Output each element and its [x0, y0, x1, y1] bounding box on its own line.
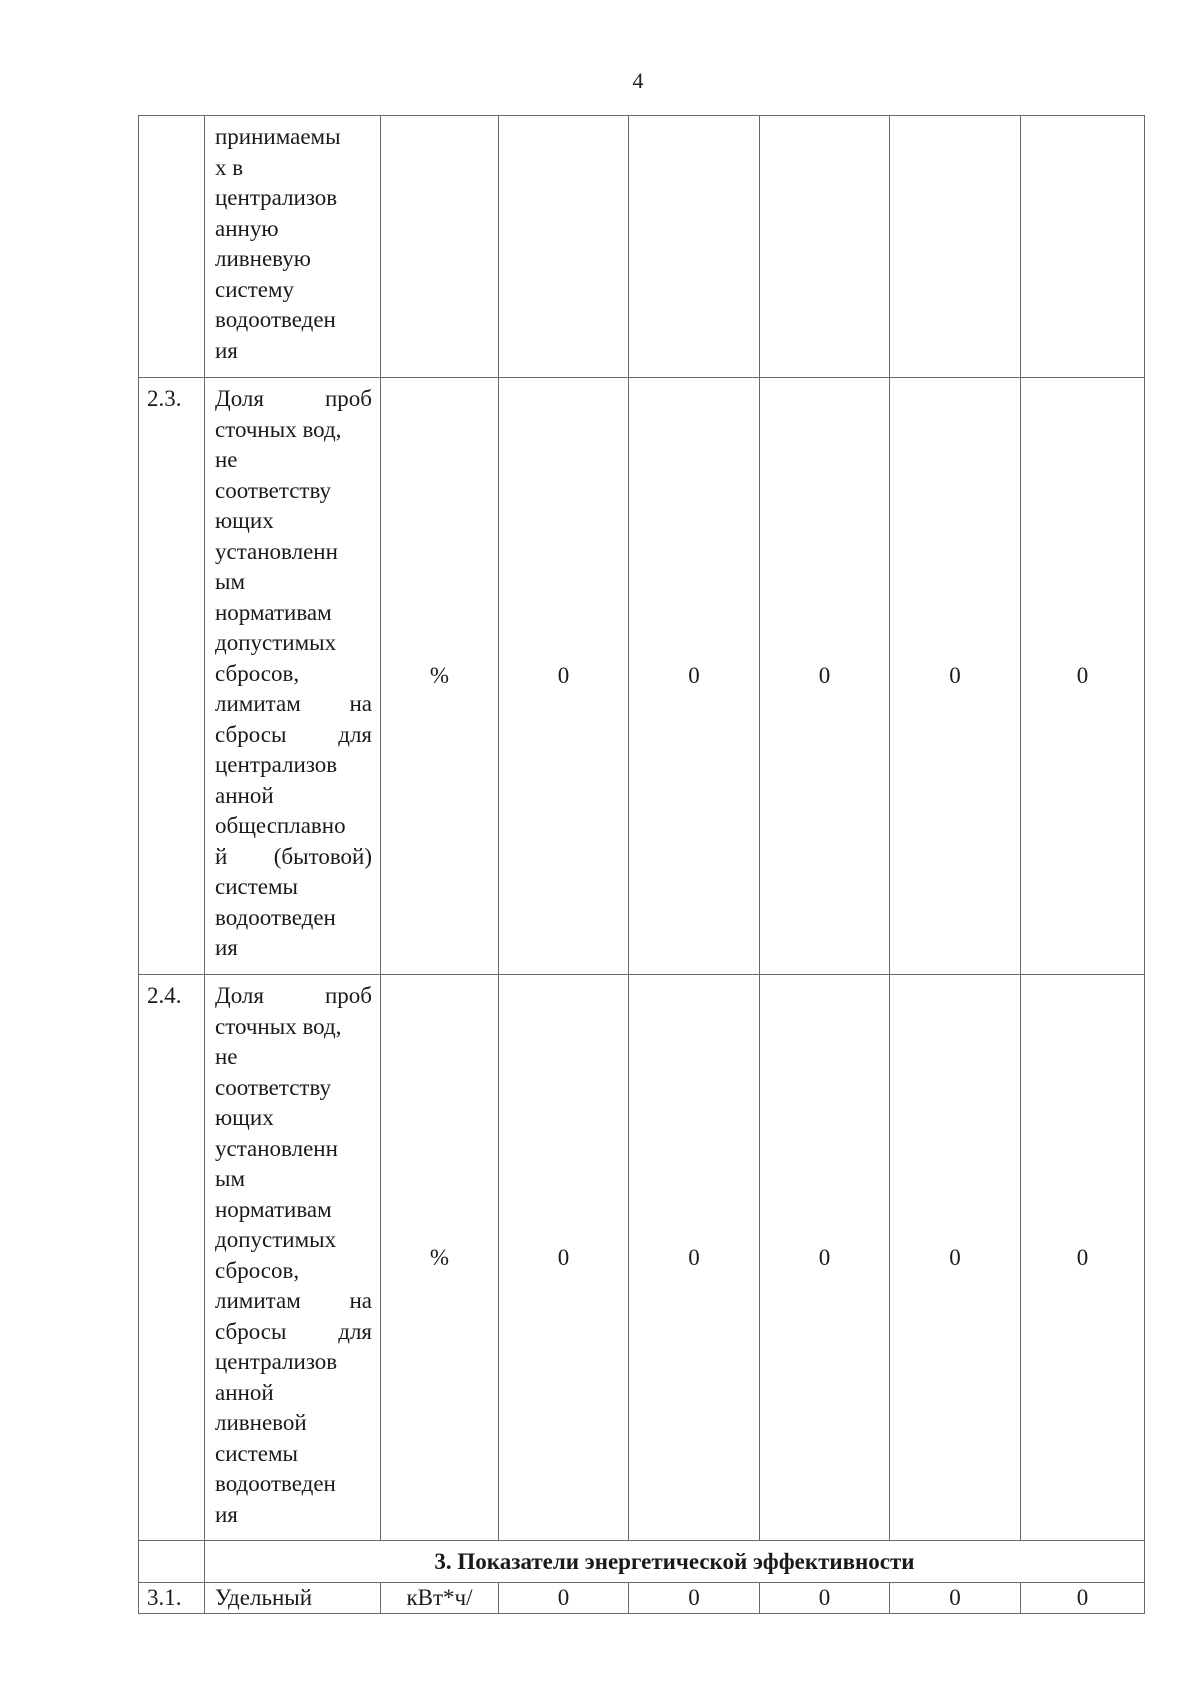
row-number-cell: 3.1. [139, 1583, 205, 1614]
table-row [139, 1583, 1145, 1614]
value-cell: 0 [1021, 975, 1145, 1541]
unit-cell: кВт*ч/ [381, 1583, 499, 1614]
value-cell: 0 [629, 975, 760, 1541]
value-cell: 0 [1021, 378, 1145, 975]
table-row [139, 975, 1145, 1541]
value-cell: 0 [760, 975, 890, 1541]
value-cell [1021, 116, 1145, 378]
value-cell [890, 116, 1021, 378]
row-number-cell [139, 116, 205, 378]
unit-cell [381, 116, 499, 378]
value-cell: 0 [890, 1583, 1021, 1614]
value-cell: 0 [629, 1583, 760, 1614]
value-cell: 0 [499, 975, 629, 1541]
value-cell: 0 [499, 378, 629, 975]
value-cell: 0 [760, 1583, 890, 1614]
indicator-name-cell: Доля проб сточных вод, не соответству ющих установленн ым нормативам допустимых сбросов, лимитам на сбросы для централизов анной ливневой системы водоотведен ия [205, 975, 381, 1541]
table-row [139, 116, 1145, 378]
row-number-cell: 2.4. [139, 975, 205, 1541]
table-row [139, 378, 1145, 975]
indicator-name-cell: принимаемы х в централизов анную ливневую систему водоотведен ия [205, 116, 381, 378]
row-number-cell: 2.3. [139, 378, 205, 975]
indicators-table [138, 115, 1145, 1614]
unit-cell: % [381, 378, 499, 975]
value-cell: 0 [499, 1583, 629, 1614]
unit-cell: % [381, 975, 499, 1541]
value-cell [760, 116, 890, 378]
page-number: 4 [632, 68, 644, 93]
value-cell: 0 [629, 378, 760, 975]
value-cell: 0 [1021, 1583, 1145, 1614]
section-header-row [139, 1541, 1145, 1583]
section-header-spacer [139, 1541, 205, 1583]
value-cell: 0 [890, 975, 1021, 1541]
section-title: 3. Показатели энергетической эффективности [205, 1541, 1145, 1583]
value-cell: 0 [760, 378, 890, 975]
value-cell [499, 116, 629, 378]
value-cell: 0 [890, 378, 1021, 975]
indicator-name-cell: Доля проб сточных вод, не соответству ющих установленн ым нормативам допустимых сбросов, лимитам на сбросы для централизов анной общесплавно й (бытовой) системы водоотведен ия [205, 378, 381, 975]
indicator-name-cell: Удельный [205, 1583, 381, 1614]
value-cell [629, 116, 760, 378]
